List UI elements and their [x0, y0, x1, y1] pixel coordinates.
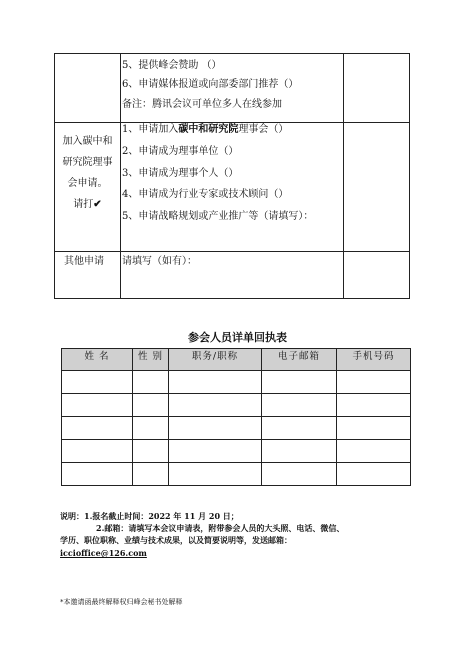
membership-option-4[interactable]: 4、申请成为行业专家或技术顾问（）	[122, 189, 289, 200]
option-text: 理事会（）	[238, 124, 289, 135]
table-row[interactable]	[62, 371, 410, 393]
institute-name: 碳中和研究院	[178, 124, 239, 135]
email-instruction-note-cont: 学历、职位职称、业绩与技术成果，以及简要说明等，发送邮箱：	[60, 535, 292, 545]
other-application-label: 其他申请	[64, 256, 104, 267]
table-row[interactable]	[62, 394, 410, 416]
membership-label	[55, 134, 120, 212]
table-row[interactable]	[62, 417, 410, 439]
tencent-meeting-note: 备注：腾讯会议可单位多人在线参加	[122, 99, 282, 110]
membership-label-line: 加入碳中和	[62, 136, 113, 147]
header-position: 职务/职称	[191, 351, 239, 362]
membership-option-1[interactable]	[122, 124, 288, 136]
header-name: 姓 名	[84, 351, 110, 362]
table-row[interactable]	[62, 463, 410, 485]
membership-option-5[interactable]: 5、申请战略规划或产业推广等（请填写）：	[122, 211, 314, 222]
option-text: 1、申请加入	[122, 124, 179, 135]
check-mark-icon: ✔	[93, 199, 102, 210]
header-phone: 手机号码	[352, 351, 395, 362]
other-application-field[interactable]: 请填写（如有）：	[122, 256, 197, 267]
media-report-option-6: 6、申请媒体报道或向部委部门推荐（）	[122, 79, 299, 90]
sponsor-option-5: 5、提供峰会赞助 （）	[122, 60, 222, 71]
membership-option-3[interactable]: 3、申请成为理事个人（）	[122, 168, 239, 179]
check-instruction-text: 请打	[73, 199, 94, 210]
deadline-note: 说明：1.报名截止时间：2022 年 11 月 20 日；	[60, 511, 239, 521]
check-instruction	[55, 197, 120, 212]
reply-table-title: 参会人员详单回执表	[188, 331, 287, 344]
membership-label-line: 会申请。	[67, 178, 108, 189]
table-row[interactable]	[62, 440, 410, 462]
header-gender: 性 别	[137, 351, 164, 362]
membership-option-2[interactable]: 2、申请成为理事单位（）	[122, 146, 239, 157]
email-instruction-note: 2.邮箱：请填写本会议申请表，附带参会人员的大头照、电话、微信、	[96, 523, 345, 533]
contact-email-link[interactable]: iccioffice@126.com	[60, 548, 147, 558]
interpretation-footer: *本邀请函最终解释权归峰会秘书处解释	[60, 598, 183, 606]
header-email: 电子邮箱	[277, 351, 320, 362]
membership-label-line: 研究院理事	[62, 157, 113, 168]
